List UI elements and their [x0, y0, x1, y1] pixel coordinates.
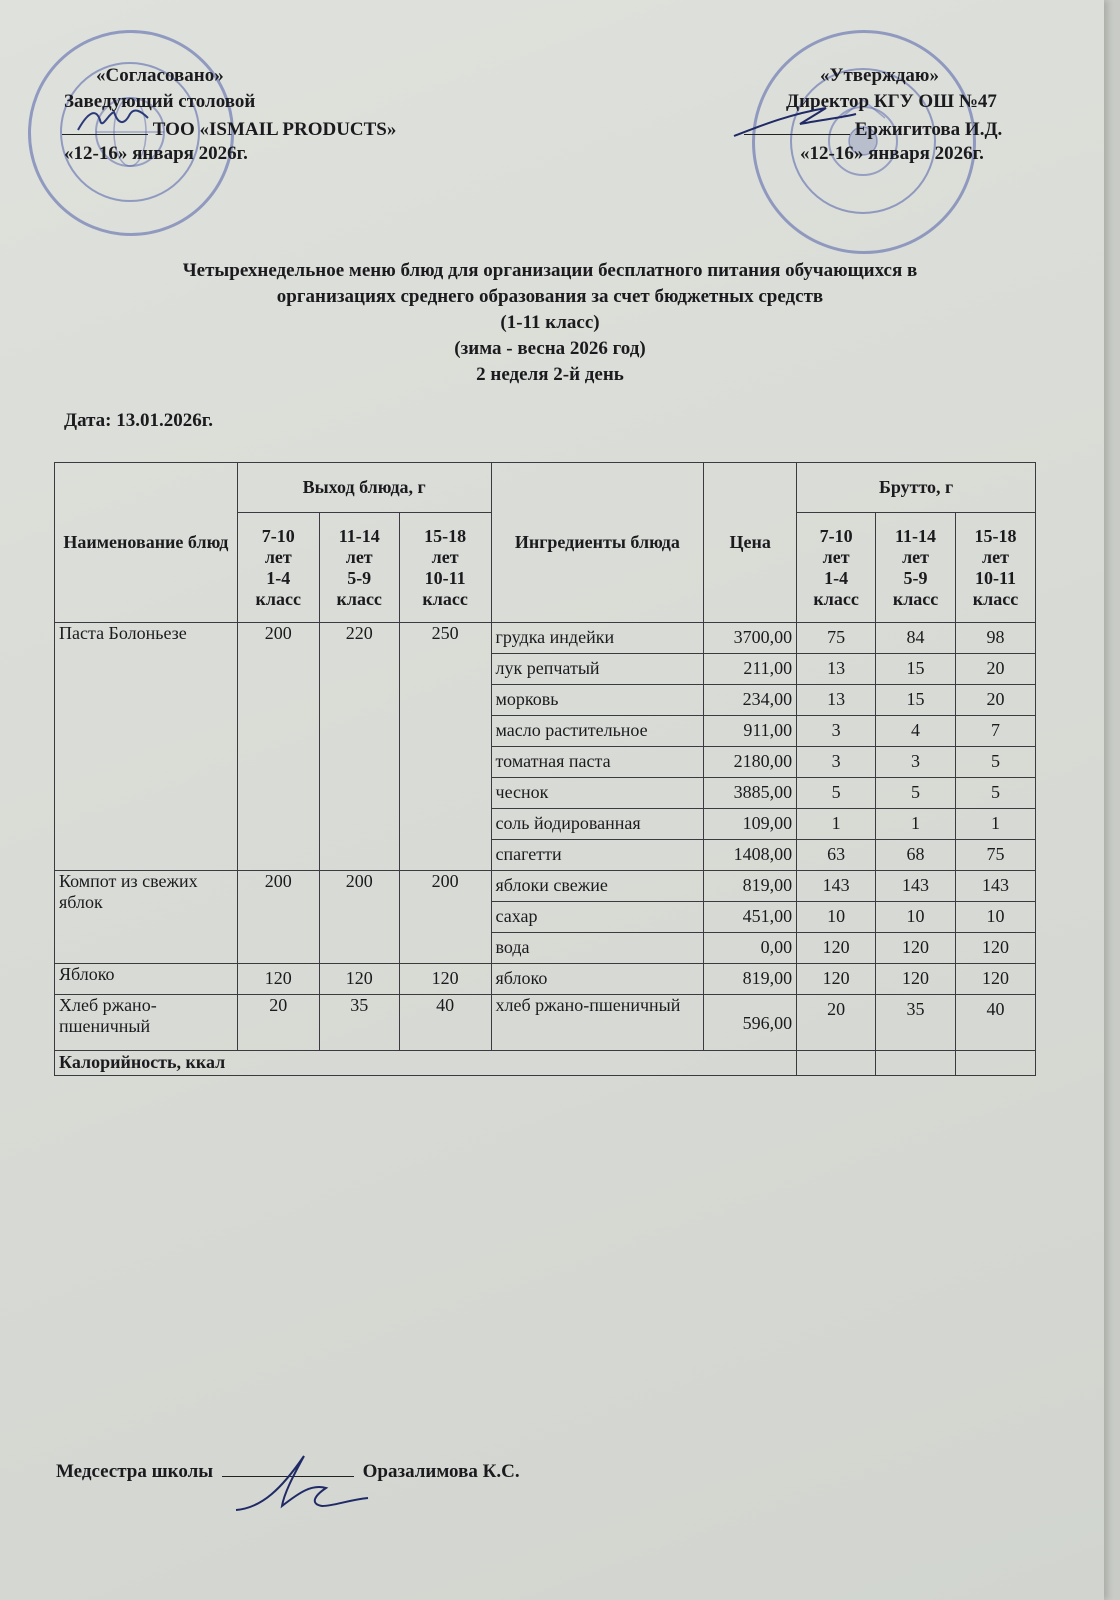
nurse-signature-icon: [222, 1448, 372, 1518]
gross-value: 10: [956, 902, 1036, 933]
dish-output: 20: [237, 995, 319, 1051]
nurse-name: Оразалимова К.С.: [362, 1461, 520, 1482]
gross-value: 120: [876, 964, 956, 995]
gross-value: 5: [956, 778, 1036, 809]
header-out-age-2: 11-14 лет 5-9 класс: [319, 513, 399, 623]
ingredient-name: томатная паста: [491, 747, 704, 778]
ingredient-name: сахар: [491, 902, 704, 933]
ingredient-name: лук репчатый: [491, 654, 704, 685]
company-name: ТОО «ISMAIL PRODUCTS»: [152, 119, 397, 140]
dish-output: 250: [399, 623, 491, 871]
gross-value: 68: [876, 840, 956, 871]
gross-value: 98: [956, 623, 1036, 654]
dish-name: Хлеб ржано-пшеничный: [55, 995, 238, 1051]
dish-name: Компот из свежих яблок: [55, 871, 238, 964]
gross-value: 20: [797, 995, 876, 1051]
right-dates: «12-16» января 2026г.: [800, 143, 984, 164]
gross-value: 143: [956, 871, 1036, 902]
title-line-4: (зима - весна 2026 год): [454, 338, 646, 359]
manager-signature-icon: [74, 104, 154, 138]
gross-value: 20: [956, 654, 1036, 685]
ingredient-name: яблоко: [491, 964, 704, 995]
header-out-age-1: 7-10 лет 1-4 класс: [237, 513, 319, 623]
gross-value: 3: [797, 716, 876, 747]
gross-value: 75: [797, 623, 876, 654]
director-position: Директор КГУ ОШ №47: [786, 91, 997, 112]
ingredient-price: 1408,00: [704, 840, 797, 871]
dish-name: Паста Болоньезе: [55, 623, 238, 871]
dish-output: 120: [237, 964, 319, 995]
table-row: [55, 871, 1036, 902]
menu-table-body: [55, 623, 1036, 1076]
header-gross-age-1: 7-10 лет 1-4 класс: [797, 513, 876, 623]
gross-value: 1: [797, 809, 876, 840]
gross-value: 3: [797, 747, 876, 778]
canteen-manager-label: Заведующий столовой: [64, 91, 256, 112]
gross-value: 3: [876, 747, 956, 778]
director-signature-icon: [730, 104, 860, 144]
ingredient-price: 0,00: [704, 933, 797, 964]
dish-output: 200: [237, 871, 319, 964]
calories-value: [797, 1051, 876, 1076]
table-row: [55, 964, 1036, 995]
gross-value: 143: [797, 871, 876, 902]
ingredient-name: спагетти: [491, 840, 704, 871]
dish-output: 200: [399, 871, 491, 964]
gross-value: 120: [956, 964, 1036, 995]
ingredient-name: грудка индейки: [491, 623, 704, 654]
gross-value: 13: [797, 685, 876, 716]
header-price: Цена: [704, 463, 797, 623]
dish-output: 40: [399, 995, 491, 1051]
header-out-age-3: 15-18 лет 10-11 класс: [399, 513, 491, 623]
header-output: Выход блюда, г: [237, 463, 491, 513]
header-gross: Брутто, г: [797, 463, 1036, 513]
gross-value: 5: [876, 778, 956, 809]
header-gross-age-2: 11-14 лет 5-9 класс: [876, 513, 956, 623]
agreed-label: «Согласовано»: [96, 65, 224, 86]
ingredient-price: 234,00: [704, 685, 797, 716]
gross-value: 84: [876, 623, 956, 654]
dish-output: 120: [319, 964, 399, 995]
ingredient-name: яблоки свежие: [491, 871, 704, 902]
approve-label: «Утверждаю»: [820, 65, 939, 86]
nurse-label: Медсестра школы: [56, 1461, 214, 1482]
dish-name: Яблоко: [55, 964, 238, 995]
dish-output: 220: [319, 623, 399, 871]
ingredient-price: 2180,00: [704, 747, 797, 778]
gross-value: 5: [797, 778, 876, 809]
ingredient-name: вода: [491, 933, 704, 964]
document-title: [70, 258, 1030, 388]
title-line-2: организациях среднего образования за счет бюджетных средств: [276, 286, 824, 307]
ingredient-price: 596,00: [704, 995, 797, 1051]
ingredient-name: соль йодированная: [491, 809, 704, 840]
gross-value: 7: [956, 716, 1036, 747]
director-name: Ержигитова И.Д.: [854, 119, 1003, 140]
gross-value: 35: [876, 995, 956, 1051]
left-dates: «12-16» января 2026г.: [64, 143, 248, 164]
menu-table: [54, 462, 1036, 1076]
ingredient-price: 3700,00: [704, 623, 797, 654]
calories-label: Калорийность, ккал: [55, 1051, 797, 1076]
table-row: [55, 995, 1036, 1051]
gross-value: 5: [956, 747, 1036, 778]
gross-value: 4: [876, 716, 956, 747]
header-dish-name: Наименование блюд: [55, 463, 238, 623]
title-line-5: 2 неделя 2-й день: [476, 364, 624, 385]
title-line-3: (1-11 класс): [500, 312, 600, 333]
dish-output: 200: [237, 623, 319, 871]
gross-value: 1: [876, 809, 956, 840]
menu-date: Дата: 13.01.2026г.: [64, 410, 213, 431]
ingredient-price: 911,00: [704, 716, 797, 747]
table-row: [55, 623, 1036, 654]
ingredient-name: морковь: [491, 685, 704, 716]
gross-value: 120: [797, 964, 876, 995]
gross-value: 10: [876, 902, 956, 933]
calories-value: [876, 1051, 956, 1076]
gross-value: 15: [876, 685, 956, 716]
ingredient-price: 819,00: [704, 964, 797, 995]
gross-value: 120: [876, 933, 956, 964]
ingredient-price: 819,00: [704, 871, 797, 902]
gross-value: 63: [797, 840, 876, 871]
gross-value: 120: [797, 933, 876, 964]
ingredient-name: масло растительное: [491, 716, 704, 747]
title-line-1: Четырехнедельное меню блюд для организации бесплатного питания обучающихся в: [182, 260, 918, 281]
gross-value: 20: [956, 685, 1036, 716]
gross-value: 15: [876, 654, 956, 685]
calories-value: [956, 1051, 1036, 1076]
gross-value: 1: [956, 809, 1036, 840]
ingredient-name: чеснок: [491, 778, 704, 809]
gross-value: 75: [956, 840, 1036, 871]
gross-value: 40: [956, 995, 1036, 1051]
dish-output: 35: [319, 995, 399, 1051]
ingredient-price: 211,00: [704, 654, 797, 685]
gross-value: 10: [797, 902, 876, 933]
dish-output: 200: [319, 871, 399, 964]
ingredient-price: 109,00: [704, 809, 797, 840]
ingredient-name: хлеб ржано-пшеничный: [491, 995, 704, 1051]
gross-value: 120: [956, 933, 1036, 964]
dish-output: 120: [399, 964, 491, 995]
ingredient-price: 3885,00: [704, 778, 797, 809]
header-ingredients: Ингредиенты блюда: [491, 463, 704, 623]
gross-value: 143: [876, 871, 956, 902]
calories-row: [55, 1051, 1036, 1076]
header-gross-age-3: 15-18 лет 10-11 класс: [956, 513, 1036, 623]
ingredient-price: 451,00: [704, 902, 797, 933]
gross-value: 13: [797, 654, 876, 685]
